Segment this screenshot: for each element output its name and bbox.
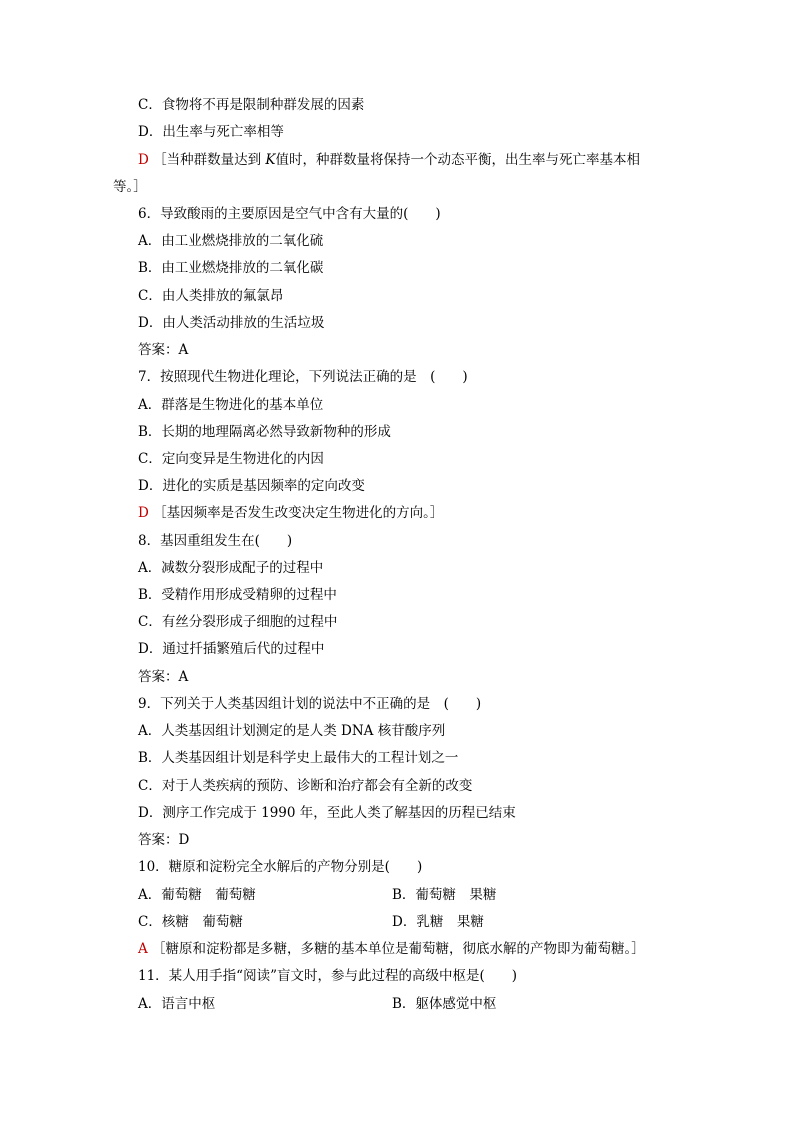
- option-11b: B．躯体感觉中枢: [392, 996, 497, 1012]
- option-8b: B．受精作用形成受精卵的过程中: [138, 587, 337, 603]
- option-9a: A．人类基因组计划测定的是人类 DNA 核苷酸序列: [138, 723, 446, 739]
- option-9d: D．测序工作完成于 1990 年，至此人类了解基因的历程已结束: [138, 805, 516, 821]
- option-5c: C．食物将不再是限制种群发展的因素: [138, 97, 365, 113]
- answer-9: 答案：D: [138, 832, 190, 848]
- option-10c: C．核糖 葡萄糖: [138, 914, 243, 930]
- question-7: 7．按照现代生物进化理论，下列说法正确的是 ( ): [138, 369, 468, 385]
- question-8: 8．基因重组发生在( ): [138, 533, 293, 549]
- explanation-10: [138, 940, 645, 958]
- option-8a: A．减数分裂形成配子的过程中: [138, 560, 324, 576]
- option-7d: D．进化的实质是基因频率的定向改变: [138, 478, 365, 494]
- k-symbol: K: [265, 152, 276, 168]
- answer-letter-7: D: [138, 505, 149, 521]
- option-10b: B．葡萄糖 果糖: [392, 887, 497, 903]
- answer-letter-5: D: [138, 152, 149, 168]
- question-6: 6．导致酸雨的主要原因是空气中含有大量的( ): [138, 206, 441, 222]
- option-5d: D．出生率与死亡率相等: [138, 124, 284, 140]
- option-6d: D．由人类活动排放的生活垃圾: [138, 315, 325, 331]
- explanation-10-text: ［糖原和淀粉都是多糖，多糖的基本单位是葡萄糖，彻底水解的产物即为葡萄糖。］: [152, 941, 645, 957]
- explanation-5-text-a: ［当种群数量达到: [153, 152, 266, 168]
- option-7c: C．定向变异是生物进化的内因: [138, 451, 324, 467]
- explanation-5-cont: 等。］: [113, 179, 147, 195]
- option-10a: A．葡萄糖 葡萄糖: [138, 887, 256, 903]
- option-8c: C．有丝分裂形成子细胞的过程中: [138, 614, 338, 630]
- question-10: 10．糖原和淀粉完全水解后的产物分别是( ): [138, 859, 423, 875]
- question-11: 11．某人用手指“阅读”盲文时，参与此过程的高级中枢是( ): [138, 968, 518, 984]
- option-6b: B．由工业燃烧排放的二氧化碳: [138, 260, 324, 276]
- option-6a: A．由工业燃烧排放的二氧化硫: [138, 233, 324, 249]
- option-9c: C．对于人类疾病的预防、诊断和治疗都会有全新的改变: [138, 778, 473, 794]
- option-7b: B．长期的地理隔离必然导致新物种的形成: [138, 424, 391, 440]
- explanation-5-text-b: 值时，种群数量将保持一个动态平衡，出生率与死亡率基本相: [275, 152, 641, 168]
- explanation-5: [138, 151, 640, 169]
- option-9b: B．人类基因组计划是科学史上最伟大的工程计划之一: [138, 750, 459, 766]
- option-8d: D．通过扦插繁殖后代的过程中: [138, 641, 325, 657]
- answer-6: 答案：A: [138, 342, 189, 358]
- option-6c: C．由人类排放的氟氯昂: [138, 288, 284, 304]
- explanation-7: [138, 504, 443, 522]
- question-9: 9．下列关于人类基因组计划的说法中不正确的是 ( ): [138, 696, 482, 712]
- option-11a: A．语言中枢: [138, 996, 216, 1012]
- answer-letter-10: A: [138, 941, 148, 957]
- option-10d: D．乳糖 果糖: [392, 914, 484, 930]
- explanation-7-text: ［基因频率是否发生改变决定生物进化的方向。］: [153, 505, 444, 521]
- option-7a: A．群落是生物进化的基本单位: [138, 397, 324, 413]
- answer-8: 答案：A: [138, 669, 189, 685]
